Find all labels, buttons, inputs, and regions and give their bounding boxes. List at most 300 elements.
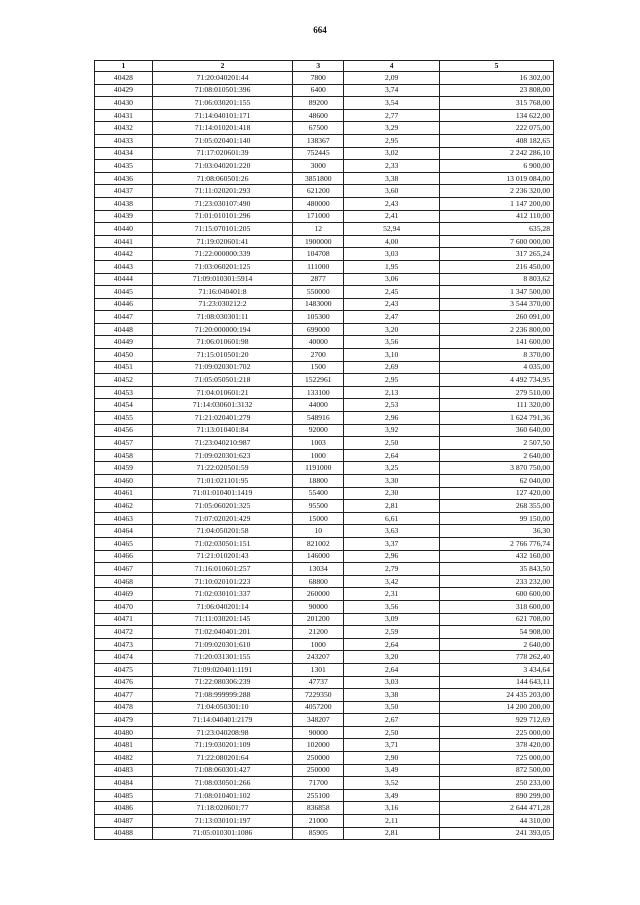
table-cell-value: 134 622,00 bbox=[440, 109, 554, 122]
table-cell-id: 40480 bbox=[95, 726, 153, 739]
table-cell-code: 71:15:010501:20 bbox=[152, 349, 292, 362]
table-cell-id: 40442 bbox=[95, 248, 153, 261]
table-cell-area: 243207 bbox=[293, 651, 344, 664]
table-cell-id: 40469 bbox=[95, 588, 153, 601]
table-cell-value: 412 110,00 bbox=[440, 210, 554, 223]
table-cell-coef: 6,61 bbox=[344, 512, 440, 525]
table-cell-code: 71:04:050201:58 bbox=[152, 525, 292, 538]
table-cell-coef: 2,96 bbox=[344, 412, 440, 425]
table-cell-id: 40449 bbox=[95, 336, 153, 349]
table-cell-code: 71:02:030501:151 bbox=[152, 537, 292, 550]
table-row bbox=[95, 638, 554, 651]
table-cell-area: 250000 bbox=[293, 764, 344, 777]
table-cell-area: 821002 bbox=[293, 537, 344, 550]
table-cell-code: 71:06:030201:155 bbox=[152, 97, 292, 110]
table-cell-value: 3 544 370,00 bbox=[440, 298, 554, 311]
table-cell-coef: 2,64 bbox=[344, 638, 440, 651]
table-cell-area: 7229350 bbox=[293, 689, 344, 702]
table-cell-coef: 2,64 bbox=[344, 663, 440, 676]
table-cell-id: 40475 bbox=[95, 663, 153, 676]
table-cell-id: 40444 bbox=[95, 273, 153, 286]
table-cell-code: 71:16:010601:257 bbox=[152, 563, 292, 576]
table-cell-area: 621200 bbox=[293, 185, 344, 198]
table-cell-value: 2 236 800,00 bbox=[440, 323, 554, 336]
table-row bbox=[95, 689, 554, 702]
table-cell-code: 71:11:020201:293 bbox=[152, 185, 292, 198]
table-row bbox=[95, 298, 554, 311]
table-row bbox=[95, 588, 554, 601]
table-row bbox=[95, 134, 554, 147]
table-cell-code: 71:14:040401:2179 bbox=[152, 714, 292, 727]
table-cell-code: 71:06:040201:14 bbox=[152, 600, 292, 613]
table-cell-value: 23 808,00 bbox=[440, 84, 554, 97]
table-cell-area: 21000 bbox=[293, 815, 344, 828]
table-cell-coef: 2,09 bbox=[344, 72, 440, 85]
table-row bbox=[95, 676, 554, 689]
table-cell-coef: 2,90 bbox=[344, 752, 440, 765]
table-cell-area: 67500 bbox=[293, 122, 344, 135]
table-row bbox=[95, 626, 554, 639]
table-row bbox=[95, 412, 554, 425]
table-cell-coef: 3,74 bbox=[344, 84, 440, 97]
table-cell-code: 71:08:030501:266 bbox=[152, 777, 292, 790]
table-cell-code: 71:19:020601:41 bbox=[152, 235, 292, 248]
table-cell-value: 1 147 200,00 bbox=[440, 197, 554, 210]
table-cell-area: 92000 bbox=[293, 424, 344, 437]
table-row bbox=[95, 764, 554, 777]
table-cell-coef: 3,49 bbox=[344, 789, 440, 802]
table-cell-id: 40481 bbox=[95, 739, 153, 752]
column-header-1: 1 bbox=[95, 61, 153, 72]
table-cell-id: 40464 bbox=[95, 525, 153, 538]
table-cell-area: 111000 bbox=[293, 260, 344, 273]
table-cell-area: 102000 bbox=[293, 739, 344, 752]
table-row bbox=[95, 374, 554, 387]
table-cell-coef: 3,20 bbox=[344, 323, 440, 336]
table-cell-coef: 3,56 bbox=[344, 600, 440, 613]
table-cell-area: 250000 bbox=[293, 752, 344, 765]
table-cell-id: 40443 bbox=[95, 260, 153, 273]
table-cell-value: 408 182,65 bbox=[440, 134, 554, 147]
table-cell-id: 40457 bbox=[95, 437, 153, 450]
table-cell-value: 621 708,00 bbox=[440, 613, 554, 626]
table-cell-value: 13 019 084,00 bbox=[440, 172, 554, 185]
table-cell-value: 44 310,00 bbox=[440, 815, 554, 828]
table-cell-code: 71:23:030212:2 bbox=[152, 298, 292, 311]
table-cell-value: 2 766 776,74 bbox=[440, 537, 554, 550]
table-row bbox=[95, 663, 554, 676]
table-cell-area: 260000 bbox=[293, 588, 344, 601]
table-cell-id: 40468 bbox=[95, 575, 153, 588]
table-cell-id: 40463 bbox=[95, 512, 153, 525]
table-cell-coef: 3,56 bbox=[344, 336, 440, 349]
table-cell-id: 40438 bbox=[95, 197, 153, 210]
table-cell-value: 360 640,00 bbox=[440, 424, 554, 437]
table-cell-id: 40485 bbox=[95, 789, 153, 802]
table-cell-code: 71:08:060501:26 bbox=[152, 172, 292, 185]
table-cell-value: 1 347 500,00 bbox=[440, 286, 554, 299]
table-row bbox=[95, 827, 554, 840]
table-cell-coef: 2,79 bbox=[344, 563, 440, 576]
table-cell-code: 71:14:010201:418 bbox=[152, 122, 292, 135]
table-cell-area: 146000 bbox=[293, 550, 344, 563]
table-cell-code: 71:14:040101:171 bbox=[152, 109, 292, 122]
table-cell-value: 600 600,00 bbox=[440, 588, 554, 601]
table-cell-area: 90000 bbox=[293, 600, 344, 613]
table-cell-coef: 3,60 bbox=[344, 185, 440, 198]
table-cell-coef: 3,10 bbox=[344, 349, 440, 362]
table-cell-area: 1522961 bbox=[293, 374, 344, 387]
column-header-5: 5 bbox=[440, 61, 554, 72]
table-cell-code: 71:09:020401:1191 bbox=[152, 663, 292, 676]
table-cell-coef: 3,63 bbox=[344, 525, 440, 538]
table-cell-area: 133100 bbox=[293, 386, 344, 399]
table-row bbox=[95, 386, 554, 399]
table-cell-value: 250 233,00 bbox=[440, 777, 554, 790]
table-cell-id: 40432 bbox=[95, 122, 153, 135]
table-cell-coef: 2,47 bbox=[344, 311, 440, 324]
table-row bbox=[95, 223, 554, 236]
table-row bbox=[95, 714, 554, 727]
table-cell-id: 40441 bbox=[95, 235, 153, 248]
table-cell-id: 40453 bbox=[95, 386, 153, 399]
table-cell-code: 71:20:031301:155 bbox=[152, 651, 292, 664]
table-cell-code: 71:18:020601:77 bbox=[152, 802, 292, 815]
table-cell-area: 15000 bbox=[293, 512, 344, 525]
table-cell-code: 71:02:030101:337 bbox=[152, 588, 292, 601]
table-cell-coef: 2,77 bbox=[344, 109, 440, 122]
table-cell-code: 71:05:060201:325 bbox=[152, 500, 292, 513]
table-cell-id: 40467 bbox=[95, 563, 153, 576]
table-cell-area: 2877 bbox=[293, 273, 344, 286]
table-body bbox=[95, 72, 554, 840]
table-cell-value: 872 500,00 bbox=[440, 764, 554, 777]
column-header-2: 2 bbox=[152, 61, 292, 72]
table-cell-value: 99 150,00 bbox=[440, 512, 554, 525]
table-cell-code: 71:06:010601:98 bbox=[152, 336, 292, 349]
table-row bbox=[95, 248, 554, 261]
table-cell-coef: 3,16 bbox=[344, 802, 440, 815]
table-cell-area: 40000 bbox=[293, 336, 344, 349]
table-cell-code: 71:22:000000:339 bbox=[152, 248, 292, 261]
table-cell-area: 171000 bbox=[293, 210, 344, 223]
table-cell-coef: 2,67 bbox=[344, 714, 440, 727]
table-cell-code: 71:22:080306:239 bbox=[152, 676, 292, 689]
table-cell-id: 40465 bbox=[95, 537, 153, 550]
table-cell-area: 1900000 bbox=[293, 235, 344, 248]
table-cell-coef: 3,37 bbox=[344, 537, 440, 550]
table-cell-value: 233 232,00 bbox=[440, 575, 554, 588]
table-row bbox=[95, 197, 554, 210]
table-row bbox=[95, 336, 554, 349]
table-cell-code: 71:17:020601:39 bbox=[152, 147, 292, 160]
table-cell-coef: 2,43 bbox=[344, 298, 440, 311]
table-row bbox=[95, 575, 554, 588]
table-cell-value: 35 843,50 bbox=[440, 563, 554, 576]
table-cell-coef: 2,95 bbox=[344, 134, 440, 147]
table-cell-coef: 2,59 bbox=[344, 626, 440, 639]
table-cell-area: 13034 bbox=[293, 563, 344, 576]
table-row bbox=[95, 424, 554, 437]
table-cell-coef: 2,30 bbox=[344, 487, 440, 500]
table-row bbox=[95, 563, 554, 576]
table-cell-code: 71:23:030107:490 bbox=[152, 197, 292, 210]
table-cell-area: 1500 bbox=[293, 361, 344, 374]
table-cell-code: 71:11:030201:145 bbox=[152, 613, 292, 626]
table-cell-value: 4 035,00 bbox=[440, 361, 554, 374]
table-cell-id: 40476 bbox=[95, 676, 153, 689]
table-cell-area: 138367 bbox=[293, 134, 344, 147]
table-cell-area: 18800 bbox=[293, 475, 344, 488]
table-cell-code: 71:08:010501:396 bbox=[152, 84, 292, 97]
table-cell-code: 71:20:040201:44 bbox=[152, 72, 292, 85]
table-row bbox=[95, 701, 554, 714]
table-cell-value: 2 640,00 bbox=[440, 638, 554, 651]
table-row bbox=[95, 789, 554, 802]
table-cell-id: 40454 bbox=[95, 399, 153, 412]
table-cell-id: 40448 bbox=[95, 323, 153, 336]
table-cell-coef: 2,31 bbox=[344, 588, 440, 601]
table-row bbox=[95, 613, 554, 626]
table-cell-value: 315 768,00 bbox=[440, 97, 554, 110]
table-header bbox=[95, 61, 554, 72]
table-cell-id: 40488 bbox=[95, 827, 153, 840]
table-cell-code: 71:01:021101:95 bbox=[152, 475, 292, 488]
table-cell-id: 40471 bbox=[95, 613, 153, 626]
table-cell-value: 378 420,00 bbox=[440, 739, 554, 752]
table-cell-code: 71:22:020501:59 bbox=[152, 462, 292, 475]
table-cell-coef: 2,41 bbox=[344, 210, 440, 223]
table-cell-value: 2 640,00 bbox=[440, 449, 554, 462]
table-row bbox=[95, 235, 554, 248]
table-cell-code: 71:04:010601:21 bbox=[152, 386, 292, 399]
table-cell-value: 778 262,40 bbox=[440, 651, 554, 664]
table-cell-value: 260 091,00 bbox=[440, 311, 554, 324]
table-cell-coef: 3,92 bbox=[344, 424, 440, 437]
table-cell-area: 3851800 bbox=[293, 172, 344, 185]
table-cell-coef: 52,94 bbox=[344, 223, 440, 236]
table-cell-area: 95500 bbox=[293, 500, 344, 513]
table-row bbox=[95, 475, 554, 488]
table-row bbox=[95, 147, 554, 160]
table-cell-value: 725 000,00 bbox=[440, 752, 554, 765]
table-cell-coef: 3,71 bbox=[344, 739, 440, 752]
header-row bbox=[95, 61, 554, 72]
table-cell-value: 6 900,00 bbox=[440, 160, 554, 173]
table-cell-coef: 2,33 bbox=[344, 160, 440, 173]
table-cell-coef: 3,38 bbox=[344, 172, 440, 185]
table-row bbox=[95, 122, 554, 135]
table-cell-value: 36,30 bbox=[440, 525, 554, 538]
table-row bbox=[95, 109, 554, 122]
table-cell-value: 7 600 000,00 bbox=[440, 235, 554, 248]
table-cell-id: 40458 bbox=[95, 449, 153, 462]
table-cell-coef: 2,50 bbox=[344, 726, 440, 739]
table-cell-code: 71:15:070101:205 bbox=[152, 223, 292, 236]
table-cell-area: 47737 bbox=[293, 676, 344, 689]
table-cell-coef: 3,03 bbox=[344, 248, 440, 261]
table-cell-value: 144 643,11 bbox=[440, 676, 554, 689]
table-cell-id: 40477 bbox=[95, 689, 153, 702]
table-cell-code: 71:22:080201:64 bbox=[152, 752, 292, 765]
cadastral-value-table bbox=[94, 60, 554, 840]
table-cell-area: 752445 bbox=[293, 147, 344, 160]
table-cell-area: 836858 bbox=[293, 802, 344, 815]
table-cell-code: 71:01:010401:1419 bbox=[152, 487, 292, 500]
table-cell-id: 40462 bbox=[95, 500, 153, 513]
table-cell-area: 12 bbox=[293, 223, 344, 236]
table-cell-value: 929 712,69 bbox=[440, 714, 554, 727]
table-row bbox=[95, 651, 554, 664]
table-row bbox=[95, 97, 554, 110]
table-cell-value: 24 435 203,00 bbox=[440, 689, 554, 702]
table-cell-id: 40437 bbox=[95, 185, 153, 198]
table-cell-id: 40433 bbox=[95, 134, 153, 147]
table-cell-coef: 3,06 bbox=[344, 273, 440, 286]
table-row bbox=[95, 323, 554, 336]
table-cell-id: 40478 bbox=[95, 701, 153, 714]
table-cell-value: 8 370,00 bbox=[440, 349, 554, 362]
table-row bbox=[95, 525, 554, 538]
table-cell-id: 40479 bbox=[95, 714, 153, 727]
table-cell-coef: 2,50 bbox=[344, 437, 440, 450]
table-cell-coef: 2,95 bbox=[344, 374, 440, 387]
table-cell-coef: 1,95 bbox=[344, 260, 440, 273]
table-cell-value: 1 624 791,36 bbox=[440, 412, 554, 425]
table-row bbox=[95, 311, 554, 324]
table-cell-code: 71:23:040208:98 bbox=[152, 726, 292, 739]
table-cell-value: 14 200 200,00 bbox=[440, 701, 554, 714]
table-cell-value: 241 393,05 bbox=[440, 827, 554, 840]
table-cell-area: 55400 bbox=[293, 487, 344, 500]
table-cell-id: 40472 bbox=[95, 626, 153, 639]
table-cell-code: 71:21:010201:43 bbox=[152, 550, 292, 563]
table-cell-id: 40473 bbox=[95, 638, 153, 651]
table-cell-code: 71:09:020301:610 bbox=[152, 638, 292, 651]
table-cell-area: 1000 bbox=[293, 449, 344, 462]
table-cell-code: 71:05:050501:218 bbox=[152, 374, 292, 387]
table-cell-coef: 2,96 bbox=[344, 550, 440, 563]
table-cell-id: 40474 bbox=[95, 651, 153, 664]
table-cell-area: 90000 bbox=[293, 726, 344, 739]
table-cell-value: 16 302,00 bbox=[440, 72, 554, 85]
table-row bbox=[95, 512, 554, 525]
table-cell-coef: 3,09 bbox=[344, 613, 440, 626]
table-cell-code: 71:23:040210:987 bbox=[152, 437, 292, 450]
table-cell-code: 71:08:030301:11 bbox=[152, 311, 292, 324]
table-cell-code: 71:16:040401:8 bbox=[152, 286, 292, 299]
table-cell-area: 104708 bbox=[293, 248, 344, 261]
table-row bbox=[95, 815, 554, 828]
table-row bbox=[95, 172, 554, 185]
table-cell-value: 127 420,00 bbox=[440, 487, 554, 500]
table-cell-code: 71:05:010301:1086 bbox=[152, 827, 292, 840]
table-row bbox=[95, 160, 554, 173]
table-cell-area: 1000 bbox=[293, 638, 344, 651]
table-cell-value: 432 160,00 bbox=[440, 550, 554, 563]
table-cell-coef: 2,53 bbox=[344, 399, 440, 412]
table-cell-id: 40440 bbox=[95, 223, 153, 236]
table-cell-area: 480000 bbox=[293, 197, 344, 210]
table-cell-code: 71:10:020101:223 bbox=[152, 575, 292, 588]
table-cell-id: 40460 bbox=[95, 475, 153, 488]
table-cell-code: 71:03:060201:125 bbox=[152, 260, 292, 273]
table-row bbox=[95, 185, 554, 198]
table-cell-id: 40482 bbox=[95, 752, 153, 765]
table-cell-id: 40486 bbox=[95, 802, 153, 815]
table-cell-value: 635,28 bbox=[440, 223, 554, 236]
table-cell-value: 216 450,00 bbox=[440, 260, 554, 273]
table-cell-code: 71:05:020401:140 bbox=[152, 134, 292, 147]
table-cell-value: 3 434,64 bbox=[440, 663, 554, 676]
table-cell-code: 71:08:999999:288 bbox=[152, 689, 292, 702]
table-cell-area: 1483000 bbox=[293, 298, 344, 311]
page-number: 664 bbox=[313, 25, 327, 35]
table-cell-code: 71:03:040201:220 bbox=[152, 160, 292, 173]
table-cell-coef: 2,81 bbox=[344, 500, 440, 513]
table-cell-value: 890 299,00 bbox=[440, 789, 554, 802]
table-cell-coef: 3,25 bbox=[344, 462, 440, 475]
table-row bbox=[95, 462, 554, 475]
table-cell-area: 6400 bbox=[293, 84, 344, 97]
table-cell-code: 71:04:050301:10 bbox=[152, 701, 292, 714]
table-cell-id: 40430 bbox=[95, 97, 153, 110]
table-cell-id: 40455 bbox=[95, 412, 153, 425]
table-cell-code: 71:09:020301:702 bbox=[152, 361, 292, 374]
table-cell-value: 2 507,50 bbox=[440, 437, 554, 450]
table-cell-area: 1301 bbox=[293, 663, 344, 676]
table-cell-id: 40450 bbox=[95, 349, 153, 362]
table-row bbox=[95, 437, 554, 450]
table-cell-area: 1191000 bbox=[293, 462, 344, 475]
table-cell-coef: 3,52 bbox=[344, 777, 440, 790]
table-cell-coef: 4,00 bbox=[344, 235, 440, 248]
table-cell-id: 40447 bbox=[95, 311, 153, 324]
table-row bbox=[95, 449, 554, 462]
table-cell-code: 71:07:020201:429 bbox=[152, 512, 292, 525]
table-row bbox=[95, 487, 554, 500]
table-cell-id: 40451 bbox=[95, 361, 153, 374]
table-cell-area: 105300 bbox=[293, 311, 344, 324]
table-cell-code: 71:19:030201:109 bbox=[152, 739, 292, 752]
table-cell-value: 62 040,00 bbox=[440, 475, 554, 488]
table-cell-id: 40434 bbox=[95, 147, 153, 160]
table-cell-area: 89200 bbox=[293, 97, 344, 110]
table-cell-coef: 3,02 bbox=[344, 147, 440, 160]
table-cell-id: 40487 bbox=[95, 815, 153, 828]
table-row bbox=[95, 537, 554, 550]
table-row bbox=[95, 399, 554, 412]
table-cell-coef: 2,43 bbox=[344, 197, 440, 210]
table-cell-area: 68800 bbox=[293, 575, 344, 588]
table-cell-area: 48600 bbox=[293, 109, 344, 122]
table-cell-area: 201200 bbox=[293, 613, 344, 626]
table-cell-area: 3000 bbox=[293, 160, 344, 173]
table-cell-value: 317 265,24 bbox=[440, 248, 554, 261]
table-cell-coef: 2,81 bbox=[344, 827, 440, 840]
table-row bbox=[95, 802, 554, 815]
table-cell-id: 40439 bbox=[95, 210, 153, 223]
table-cell-code: 71:20:000000:194 bbox=[152, 323, 292, 336]
table-cell-coef: 2,13 bbox=[344, 386, 440, 399]
table-cell-id: 40470 bbox=[95, 600, 153, 613]
table-cell-area: 44000 bbox=[293, 399, 344, 412]
table-cell-value: 2 236 320,00 bbox=[440, 185, 554, 198]
table-cell-value: 318 600,00 bbox=[440, 600, 554, 613]
table-cell-value: 222 075,00 bbox=[440, 122, 554, 135]
table-cell-id: 40461 bbox=[95, 487, 153, 500]
table-row bbox=[95, 726, 554, 739]
